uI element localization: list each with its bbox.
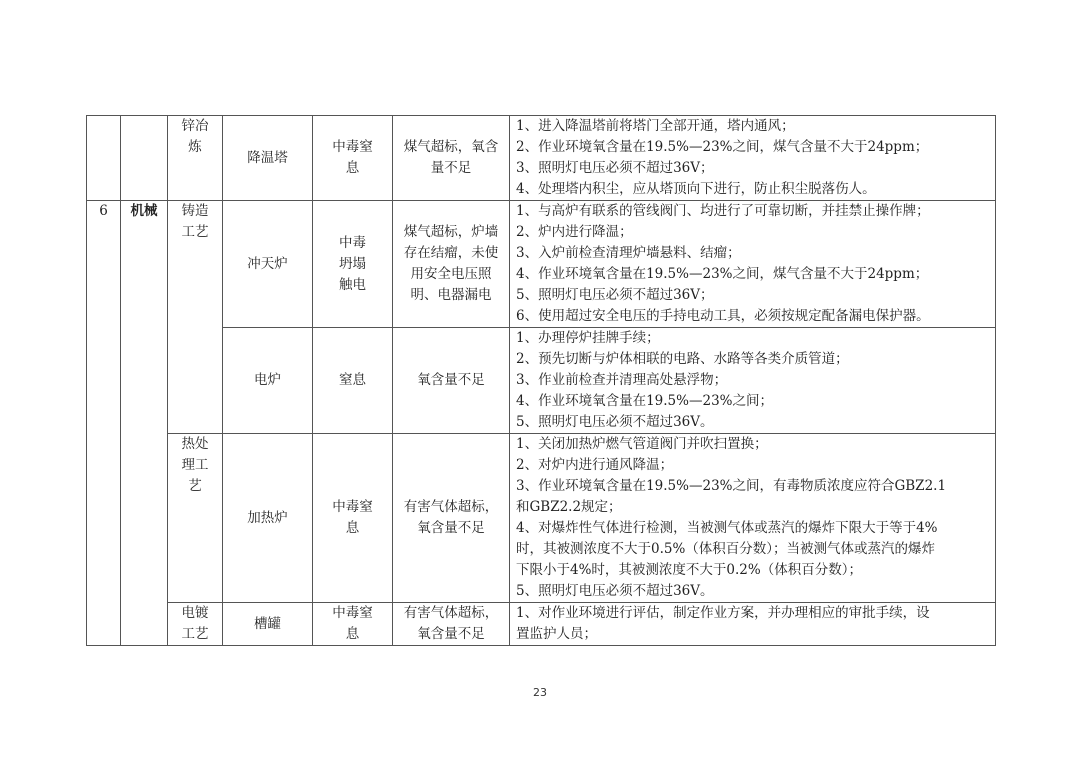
measures-cell — [510, 434, 996, 603]
measure-line: 1、办理停炉挂牌手续； — [516, 330, 660, 346]
measure-line: 3、入炉前检查清理炉墙悬料、结瘤； — [516, 245, 741, 261]
process-cell — [168, 434, 223, 603]
measure-line: 置监护人员； — [516, 626, 597, 642]
hazard-cell — [313, 434, 393, 603]
cause-cell — [393, 116, 510, 201]
measure-line: 1、对作业环境进行评估，制定作业方案，并办理相应的审批手续，设 — [516, 605, 930, 621]
hazard-cell — [313, 603, 393, 646]
measure-line: 2、炉内进行降温； — [516, 224, 633, 240]
measure-line: 和GBZ2.2规定； — [516, 499, 622, 515]
measure-line: 1、关闭加热炉燃气管道阀门并吹扫置换； — [516, 436, 768, 452]
measure-line: 时，其被测浓度不大于0.5%（体积百分数）；当被测气体或蒸汽的爆炸 — [516, 541, 936, 557]
hazard-label: 中毒窒息 — [332, 605, 373, 642]
hazard-label: 中毒窒息 — [332, 139, 373, 176]
hazard-table — [86, 115, 996, 646]
table-row — [87, 603, 996, 646]
hazard-label: 中毒窒息 — [332, 499, 373, 536]
process-cell — [168, 603, 223, 646]
measure-line: 1、进入降温塔前将塔门全部开通，塔内通风； — [516, 118, 795, 134]
table-row — [87, 434, 996, 603]
measure-line: 4、对爆炸性气体进行检测，当被测气体或蒸汽的爆炸下限大于等于4% — [516, 520, 938, 536]
cause-label: 有害气体超标，氧含量不足 — [403, 605, 499, 642]
measures-cell — [510, 116, 996, 201]
process-label: 热处理工艺 — [181, 436, 209, 494]
equipment-cell: 加热炉 — [223, 434, 313, 603]
process-cell — [168, 201, 223, 434]
measure-line: 3、作业环境氧含量在19.5%—23%之间，有毒物质浓度应符合GBZ2.1 — [516, 478, 947, 494]
industry-cell: 机械 — [121, 201, 168, 646]
measure-line: 4、作业环境氧含量在19.5%—23%之间，煤气含量不大于24ppm； — [516, 266, 929, 282]
process-label: 锌冶炼 — [181, 118, 209, 155]
measure-line: 6、使用超过安全电压的手持电动工具，必须按规定配备漏电保护器。 — [516, 308, 930, 324]
industry-cell — [121, 116, 168, 201]
cause-cell — [393, 201, 510, 328]
process-label: 铸造工艺 — [181, 203, 209, 240]
hazard-cell — [313, 116, 393, 201]
table-row — [87, 201, 996, 328]
hazard-cell — [313, 201, 393, 328]
cause-cell — [393, 603, 510, 646]
cause-label: 煤气超标，炉墙存在结瘤，未使用安全电压照明、电器漏电 — [403, 224, 499, 303]
measure-line: 5、照明灯电压必须不超过36V。 — [516, 414, 714, 430]
measure-line: 5、照明灯电压必须不超过36V。 — [516, 583, 714, 599]
process-label: 电镀工艺 — [181, 605, 209, 642]
measures-cell — [510, 201, 996, 328]
measure-line: 5、照明灯电压必须不超过36V； — [516, 287, 714, 303]
measures-cell — [510, 328, 996, 434]
measure-line: 2、预先切断与炉体相联的电路、水路等各类介质管道； — [516, 351, 849, 367]
seq-cell — [87, 116, 121, 201]
cause-cell — [393, 434, 510, 603]
measures-cell — [510, 603, 996, 646]
seq-cell: 6 — [87, 201, 121, 646]
measure-line: 4、处理塔内积尘，应从塔顶向下进行，防止积尘脱落伤人。 — [516, 181, 876, 197]
measure-line: 2、对炉内进行通风降温； — [516, 457, 674, 473]
table-row — [87, 328, 996, 434]
measure-line: 1、与高炉有联系的管线阀门、均进行了可靠切断，并挂禁止操作牌； — [516, 203, 930, 219]
page-number: 23 — [533, 686, 547, 699]
table-row — [87, 116, 996, 201]
equipment-cell: 降温塔 — [223, 116, 313, 201]
process-cell — [168, 116, 223, 201]
hazard-label: 中毒坍塌触电 — [339, 234, 366, 293]
hazard-cell: 窒息 — [313, 328, 393, 434]
measure-line: 4、作业环境氧含量在19.5%—23%之间； — [516, 393, 773, 409]
equipment-cell: 槽罐 — [223, 603, 313, 646]
measure-line: 2、作业环境氧含量在19.5%—23%之间，煤气含量不大于24ppm； — [516, 139, 929, 155]
cause-label: 有害气体超标，氧含量不足 — [403, 499, 499, 536]
measure-line: 3、照明灯电压必须不超过36V； — [516, 160, 714, 176]
equipment-cell: 电炉 — [223, 328, 313, 434]
measure-line: 3、作业前检查并清理高处悬浮物； — [516, 372, 728, 388]
cause-cell: 氧含量不足 — [393, 328, 510, 434]
measure-line: 下限小于4%时，其被测浓度不大于0.2%（体积百分数）； — [516, 562, 862, 578]
equipment-cell: 冲天炉 — [223, 201, 313, 328]
cause-label: 煤气超标，氧含量不足 — [403, 139, 499, 176]
